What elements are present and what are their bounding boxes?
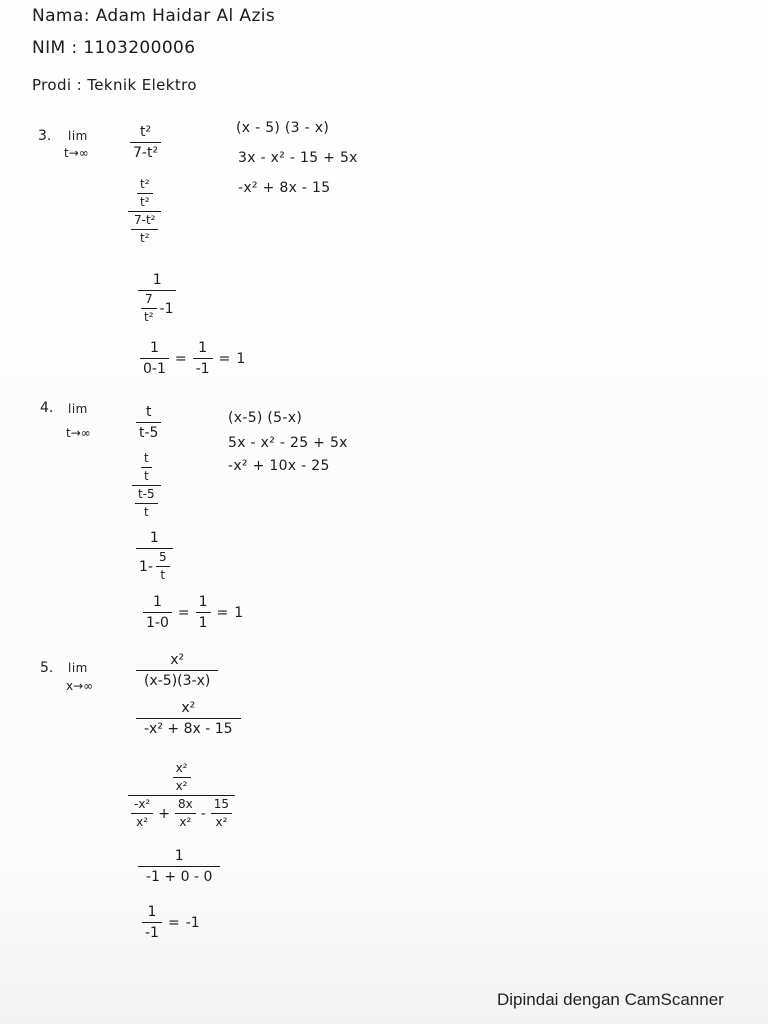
problem-3-step-1 <box>130 124 161 161</box>
numerator: t² <box>139 124 152 140</box>
denominator: t² <box>131 229 158 245</box>
denominator: 1-0 <box>143 612 172 631</box>
numerator-block <box>134 178 156 211</box>
problem-4-step-3 <box>136 530 173 582</box>
numerator: t² <box>139 177 150 191</box>
denominator-rest: -1 <box>159 300 174 317</box>
numerator: t-5 <box>138 487 155 501</box>
term-fraction <box>175 798 196 829</box>
fraction-a <box>143 594 172 631</box>
problem-3-side-work-line: (x - 5) (3 - x) <box>236 120 330 136</box>
term-fraction <box>211 798 232 829</box>
denominator-block <box>128 795 235 829</box>
equals-sign: = <box>167 914 180 931</box>
denominator-fraction <box>131 214 158 245</box>
problem-5-step-2 <box>136 700 241 737</box>
numerator-fraction <box>173 762 191 793</box>
denominator-block <box>136 548 173 582</box>
numerator: x² <box>170 652 185 668</box>
problem-4-step-4 <box>143 594 243 631</box>
result: -1 <box>185 914 200 931</box>
numerator-block <box>170 762 194 795</box>
denominator: -1 + 0 - 0 <box>138 866 220 885</box>
denominator: x² <box>175 813 196 829</box>
problem-5-step-1 <box>136 652 218 689</box>
numerator-block <box>138 452 155 485</box>
numerator: 1 <box>152 594 162 610</box>
denominator: 1 <box>196 612 211 631</box>
numerator: 1 <box>198 340 208 356</box>
numerator-fraction <box>137 178 153 209</box>
numerator: 1 <box>174 848 184 864</box>
problem-3-step-4 <box>140 340 245 377</box>
numerator: -x² <box>134 797 151 811</box>
fraction <box>142 904 162 941</box>
numerator: 1 <box>198 594 208 610</box>
numerator: 5 <box>158 550 167 564</box>
fraction <box>130 124 161 161</box>
minus-operator: - <box>200 805 206 822</box>
denominator: t <box>135 503 158 519</box>
student-name: Nama: Adam Haidar Al Azis <box>32 6 276 26</box>
equals-sign: = <box>177 604 190 621</box>
denominator: -1 <box>193 358 213 377</box>
denominator-fraction <box>141 293 157 324</box>
complex-fraction <box>132 452 161 519</box>
numerator-fraction <box>141 452 152 483</box>
denominator: t <box>156 566 170 582</box>
denominator-block <box>138 290 176 324</box>
problem-3-side-work-line: 3x - x² - 15 + 5x <box>238 150 358 166</box>
problem-3-number: 3. <box>38 128 52 144</box>
fraction <box>136 700 241 737</box>
numerator: 1 <box>147 904 157 920</box>
fraction <box>136 530 173 582</box>
problem-4-side-work-line: -x² + 10x - 25 <box>228 458 330 474</box>
denominator: 7-t² <box>130 142 161 161</box>
equals-sign: = <box>174 350 187 367</box>
problem-5-step-5 <box>142 904 200 941</box>
fraction-b <box>196 594 211 631</box>
fraction <box>138 272 176 324</box>
denominator: (x-5)(3-x) <box>136 670 218 689</box>
numerator: t <box>143 451 149 465</box>
complex-fraction <box>128 762 235 829</box>
numerator: 1 <box>149 340 159 356</box>
student-nim: NIM : 1103200006 <box>32 38 196 58</box>
denominator: x² <box>173 777 191 793</box>
problem-3-step-2 <box>128 178 161 245</box>
problem-4-lim: lim <box>68 402 88 416</box>
camscanner-footer: Dipindai dengan CamScanner <box>497 990 724 1009</box>
problem-5-step-4 <box>138 848 220 885</box>
denominator: t² <box>141 308 157 324</box>
denominator: t² <box>137 193 153 209</box>
problem-4-side-work-line: 5x - x² - 25 + 5x <box>228 435 348 451</box>
problem-3-side-work-line: -x² + 8x - 15 <box>238 180 331 196</box>
plus-operator: + <box>158 805 170 822</box>
denominator-fraction <box>156 551 170 582</box>
numerator: t <box>145 404 152 420</box>
result: 1 <box>234 604 244 621</box>
denominator-fraction <box>135 488 158 519</box>
denominator: x² <box>131 813 153 829</box>
denominator: x² <box>211 813 232 829</box>
denominator: -x² + 8x - 15 <box>136 718 241 737</box>
denominator: 0-1 <box>140 358 169 377</box>
term-fraction <box>131 798 153 829</box>
numerator: 7 <box>144 292 153 306</box>
denominator-block <box>128 211 161 245</box>
fraction-a <box>140 340 169 377</box>
numerator: 7-t² <box>134 213 156 227</box>
problem-5-number: 5. <box>40 660 54 676</box>
numerator: x² <box>181 700 196 716</box>
fraction <box>138 848 220 885</box>
problem-4-step-2 <box>132 452 161 519</box>
fraction <box>136 404 161 441</box>
denominator-lead: 1- <box>139 558 153 575</box>
problem-5-approach: x→∞ <box>66 679 94 693</box>
result: 1 <box>236 350 246 367</box>
denominator: t-5 <box>136 422 161 441</box>
denominator: t <box>141 467 152 483</box>
problem-5-step-3 <box>128 762 235 829</box>
denominator-block <box>132 485 161 519</box>
problem-4-step-1 <box>136 404 161 441</box>
numerator: x² <box>175 761 188 775</box>
problem-4-number: 4. <box>40 400 54 416</box>
numerator: 8x <box>177 797 193 811</box>
problem-3-step-3 <box>138 272 176 324</box>
student-prodi: Prodi : Teknik Elektro <box>32 76 197 94</box>
equals-sign: = <box>218 350 231 367</box>
equals-sign: = <box>216 604 229 621</box>
fraction-b <box>193 340 213 377</box>
problem-3-lim: lim <box>68 129 88 143</box>
problem-4-side-work-line: (x-5) (5-x) <box>228 410 303 426</box>
problem-4-approach: t→∞ <box>66 426 91 440</box>
numerator: 15 <box>213 797 230 811</box>
numerator: 1 <box>152 272 162 288</box>
problem-3-approach: t→∞ <box>64 146 89 160</box>
problem-5-lim: lim <box>68 661 88 675</box>
complex-fraction <box>128 178 161 245</box>
numerator: 1 <box>149 530 159 546</box>
fraction <box>136 652 218 689</box>
denominator: -1 <box>142 922 162 941</box>
